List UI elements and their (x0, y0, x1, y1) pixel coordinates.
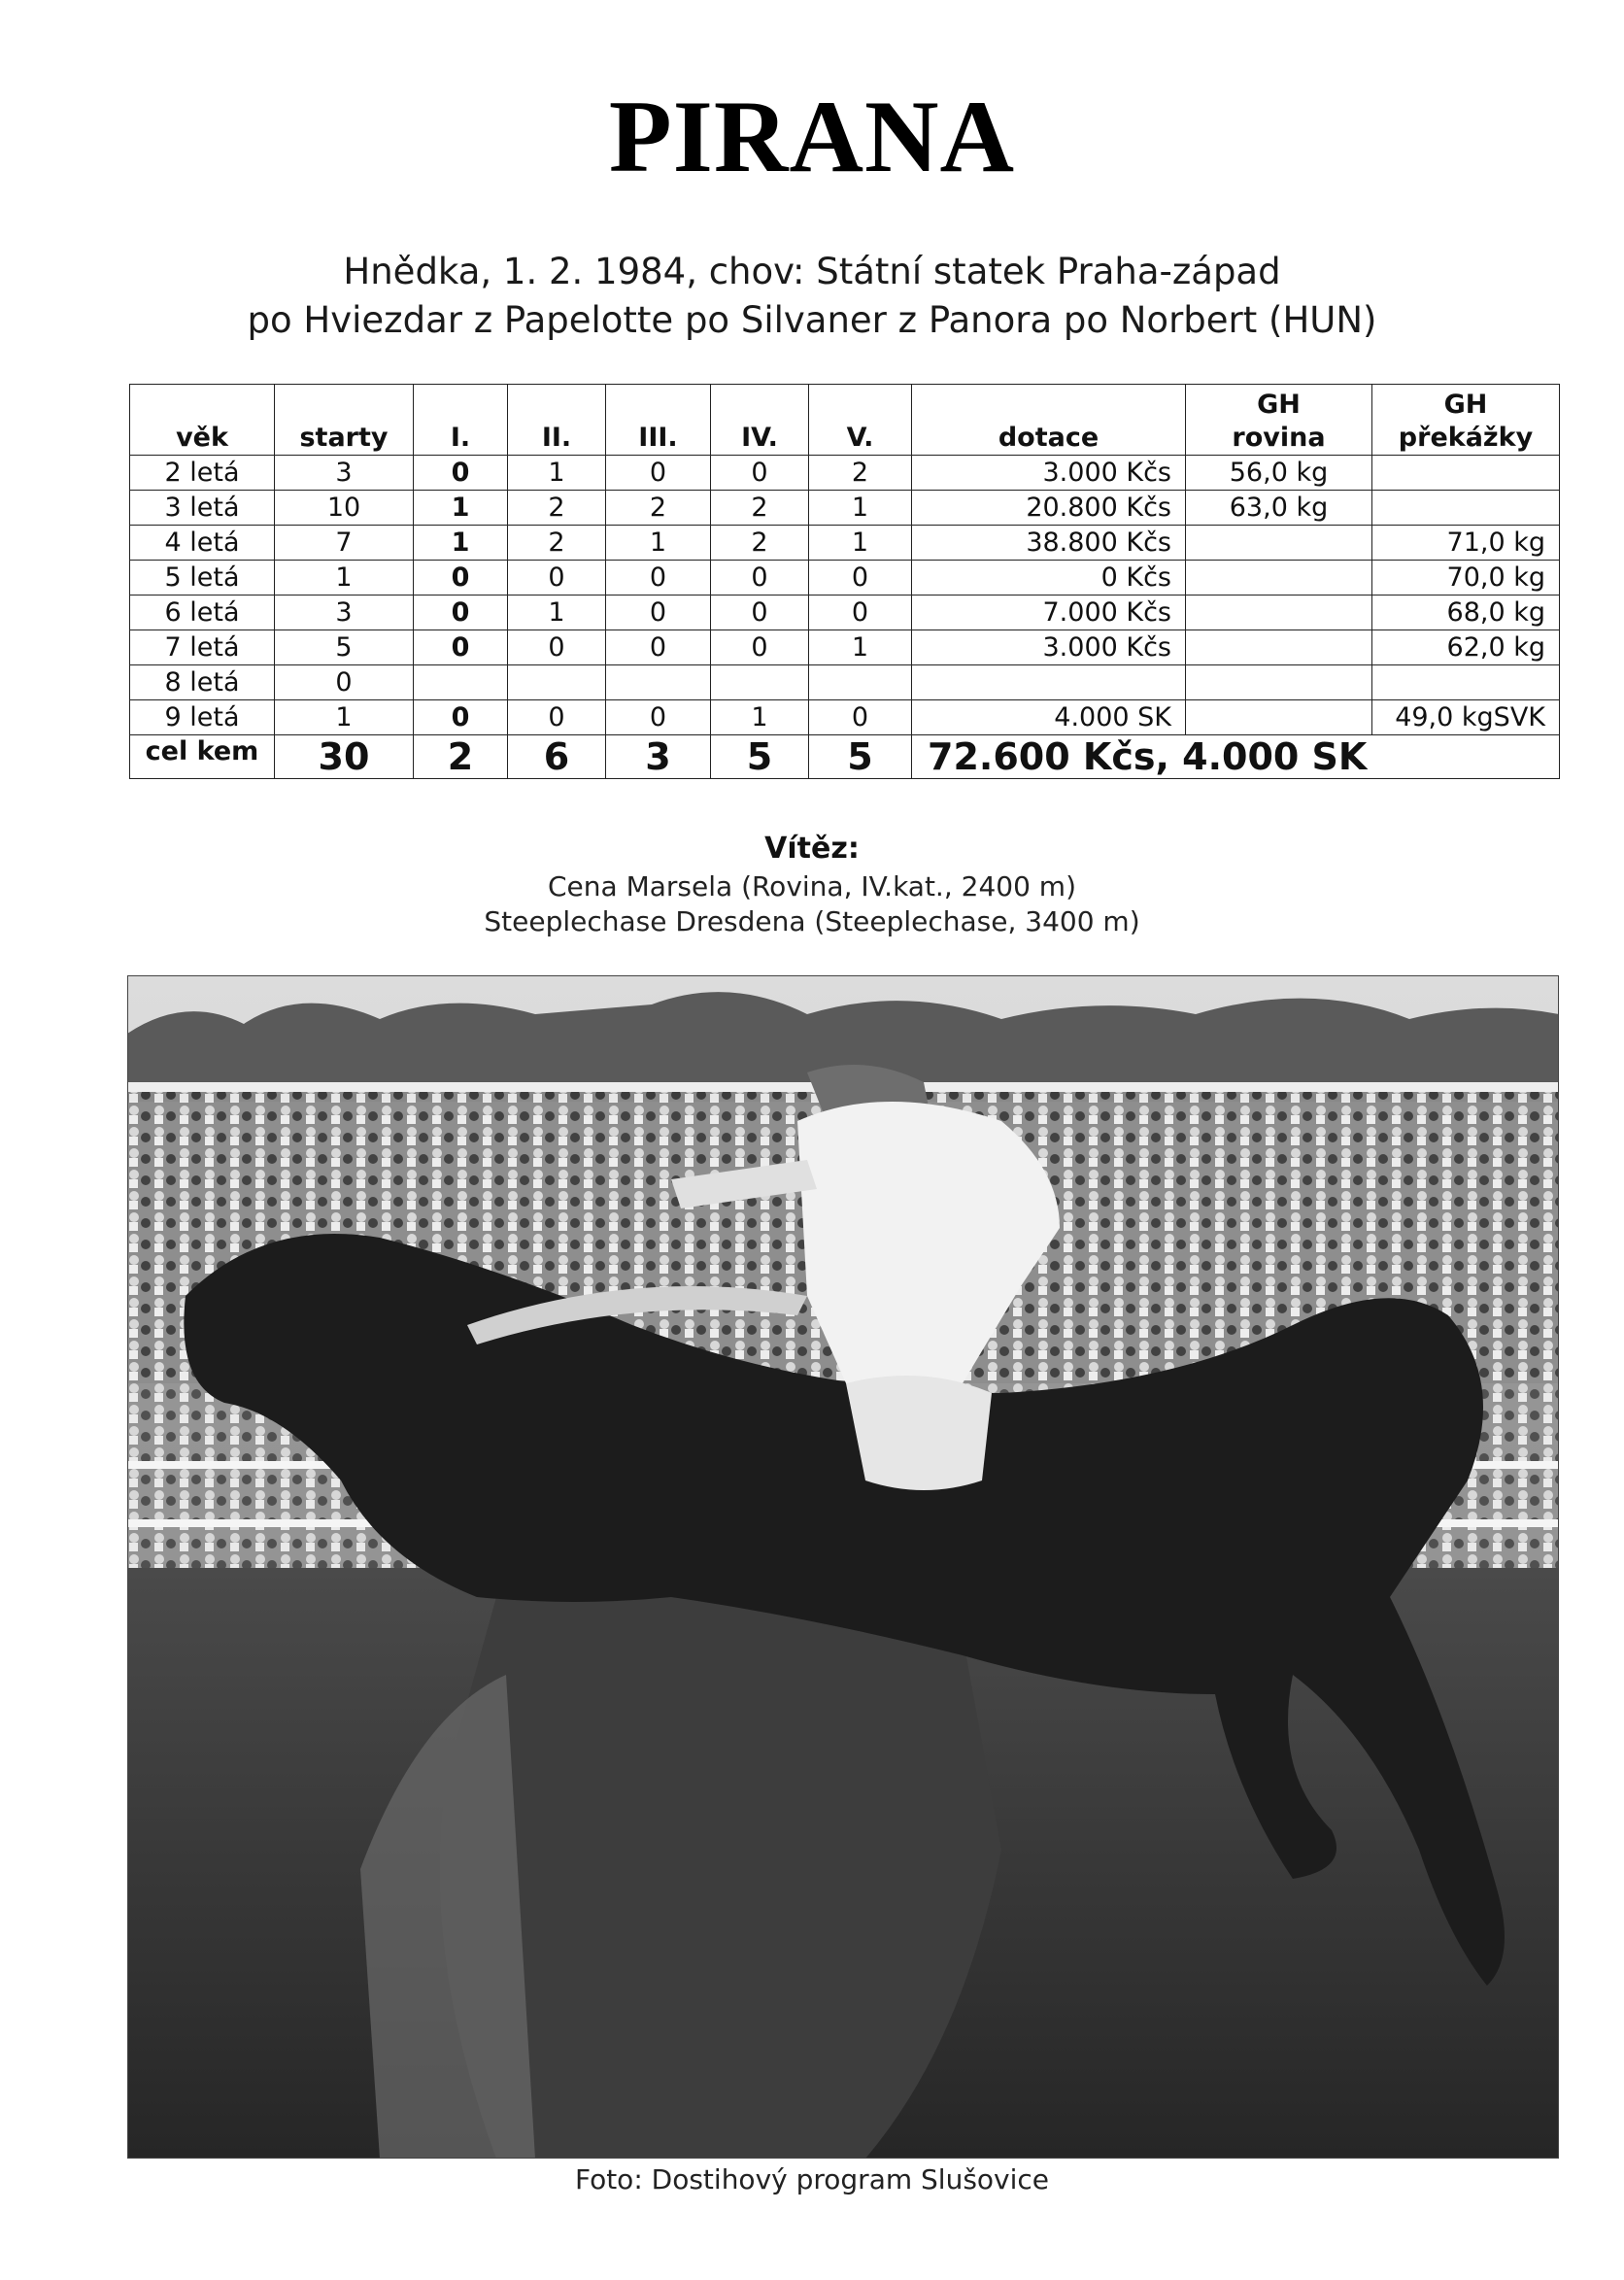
cell-p1: 1 (414, 491, 508, 526)
race-stats-table (129, 384, 1560, 779)
cell-p3: 0 (606, 630, 711, 665)
total-third: 3 (606, 735, 711, 779)
cell-gh-prekazky: 68,0 kg (1372, 596, 1560, 630)
cell-p3: 0 (606, 700, 711, 735)
col-header-second: II. (508, 385, 606, 456)
cell-gh-prekazky: 71,0 kg (1372, 526, 1560, 561)
cell-starty: 3 (275, 456, 414, 491)
cell-starty: 7 (275, 526, 414, 561)
cell-p5: 0 (809, 561, 912, 596)
total-fifth: 5 (809, 735, 912, 779)
cell-p4: 0 (711, 456, 809, 491)
table-row (130, 526, 1560, 561)
table-row (130, 491, 1560, 526)
cell-p2: 0 (508, 700, 606, 735)
cell-p2 (508, 665, 606, 700)
cell-vek: 5 letá (130, 561, 275, 596)
cell-vek: 3 letá (130, 491, 275, 526)
total-fourth: 5 (711, 735, 809, 779)
col-header-starty: starty (275, 385, 414, 456)
cell-p3: 1 (606, 526, 711, 561)
cell-p4: 1 (711, 700, 809, 735)
horse-details: Hnědka, 1. 2. 1984, chov: Státní statek Praha-západ (343, 251, 1281, 292)
cell-p2: 0 (508, 561, 606, 596)
col-header-third: III. (606, 385, 711, 456)
cell-vek: 9 letá (130, 700, 275, 735)
cell-vek: 6 letá (130, 596, 275, 630)
cell-starty: 5 (275, 630, 414, 665)
cell-gh-prekazky (1372, 665, 1560, 700)
col-header-first: I. (414, 385, 508, 456)
cell-p1: 1 (414, 526, 508, 561)
col-header-vek: věk (130, 385, 275, 456)
gh-rovina-line1: GH (1257, 390, 1301, 420)
total-first: 2 (414, 735, 508, 779)
cell-p4: 0 (711, 596, 809, 630)
table-row (130, 630, 1560, 665)
winner-heading: Vítěz: (764, 832, 860, 866)
cell-gh-rovina: 56,0 kg (1186, 456, 1372, 491)
cell-p5: 1 (809, 491, 912, 526)
cell-vek: 2 letá (130, 456, 275, 491)
cell-starty: 1 (275, 700, 414, 735)
table-header-row (130, 385, 1560, 456)
cell-dotace (912, 665, 1186, 700)
cell-gh-prekazky (1372, 491, 1560, 526)
cell-gh-prekazky (1372, 456, 1560, 491)
cell-p1: 0 (414, 561, 508, 596)
col-header-dotace: dotace (912, 385, 1186, 456)
cell-p5: 1 (809, 630, 912, 665)
cell-p3: 0 (606, 561, 711, 596)
cell-gh-prekazky: 70,0 kg (1372, 561, 1560, 596)
cell-gh-prekazky: 62,0 kg (1372, 630, 1560, 665)
cell-gh-rovina (1186, 700, 1372, 735)
cell-dotace: 3.000 Kčs (912, 630, 1186, 665)
cell-p4: 0 (711, 630, 809, 665)
cell-p5: 2 (809, 456, 912, 491)
gh-prekazky-line1: GH (1443, 390, 1488, 420)
cell-p1: 0 (414, 596, 508, 630)
cell-gh-rovina (1186, 561, 1372, 596)
cell-dotace: 4.000 SK (912, 700, 1186, 735)
cell-p3: 2 (606, 491, 711, 526)
horse-jumping-photo (127, 975, 1559, 2159)
cell-dotace: 0 Kčs (912, 561, 1186, 596)
cell-p1: 0 (414, 456, 508, 491)
table-row (130, 665, 1560, 700)
cell-p2: 0 (508, 630, 606, 665)
col-header-fifth: V. (809, 385, 912, 456)
cell-p1: 0 (414, 630, 508, 665)
table-row (130, 700, 1560, 735)
cell-vek: 4 letá (130, 526, 275, 561)
cell-p5: 0 (809, 700, 912, 735)
cell-dotace: 20.800 Kčs (912, 491, 1186, 526)
winner-race-1: Cena Marsela (Rovina, IV.kat., 2400 m) (548, 870, 1076, 902)
cell-p3: 0 (606, 456, 711, 491)
total-label: cel kem (130, 735, 275, 779)
cell-gh-prekazky: 49,0 kgSVK (1372, 700, 1560, 735)
col-header-gh-prekazky (1372, 385, 1560, 456)
cell-p4: 2 (711, 491, 809, 526)
cell-p1 (414, 665, 508, 700)
cell-vek: 8 letá (130, 665, 275, 700)
cell-p5 (809, 665, 912, 700)
cell-vek: 7 letá (130, 630, 275, 665)
cell-p2: 2 (508, 491, 606, 526)
col-header-gh-rovina (1186, 385, 1372, 456)
cell-p3: 0 (606, 596, 711, 630)
table-total-row (130, 735, 1560, 779)
cell-starty: 0 (275, 665, 414, 700)
cell-starty: 3 (275, 596, 414, 630)
col-header-fourth: IV. (711, 385, 809, 456)
photo-illustration (127, 975, 1559, 2159)
cell-p1: 0 (414, 700, 508, 735)
table-row (130, 596, 1560, 630)
gh-rovina-line2: rovina (1232, 423, 1326, 453)
cell-p3 (606, 665, 711, 700)
winner-race-2: Steeplechase Dresdena (Steeplechase, 3400 m) (484, 905, 1140, 937)
total-second: 6 (508, 735, 606, 779)
cell-p2: 2 (508, 526, 606, 561)
cell-dotace: 3.000 Kčs (912, 456, 1186, 491)
cell-dotace: 7.000 Kčs (912, 596, 1186, 630)
cell-starty: 1 (275, 561, 414, 596)
cell-gh-rovina: 63,0 kg (1186, 491, 1372, 526)
cell-p5: 0 (809, 596, 912, 630)
cell-gh-rovina (1186, 526, 1372, 561)
cell-p2: 1 (508, 456, 606, 491)
pedigree-line: po Hviezdar z Papelotte po Silvaner z Panora po Norbert (HUN) (247, 299, 1377, 341)
cell-p4: 0 (711, 561, 809, 596)
cell-p2: 1 (508, 596, 606, 630)
table-body (130, 456, 1560, 779)
cell-dotace: 38.800 Kčs (912, 526, 1186, 561)
cell-gh-rovina (1186, 630, 1372, 665)
table-row (130, 561, 1560, 596)
cell-gh-rovina (1186, 596, 1372, 630)
table-row (130, 456, 1560, 491)
cell-gh-rovina (1186, 665, 1372, 700)
total-dotace: 72.600 Kčs, 4.000 SK (912, 735, 1560, 779)
cell-p5: 1 (809, 526, 912, 561)
photo-caption: Foto: Dostihový program Slušovice (574, 2163, 1050, 2195)
cell-starty: 10 (275, 491, 414, 526)
gh-prekazky-line2: překážky (1398, 423, 1534, 453)
page-title: PIRANA (608, 80, 1016, 193)
total-starty: 30 (275, 735, 414, 779)
cell-p4: 2 (711, 526, 809, 561)
cell-p4 (711, 665, 809, 700)
